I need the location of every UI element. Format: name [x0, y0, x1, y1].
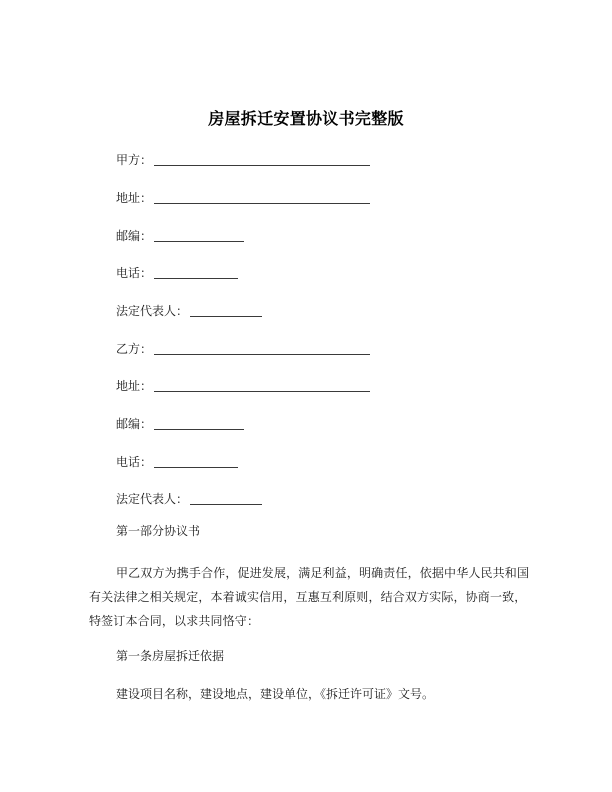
party-a-representative-label: 法定代表人：	[116, 304, 189, 318]
party-b-name-field	[116, 341, 370, 357]
party-b-representative-field	[116, 491, 262, 507]
party-a-address-blank[interactable]	[154, 192, 370, 204]
party-b-phone-field	[116, 454, 238, 470]
party-a-phone-label: 电话：	[116, 266, 153, 280]
intro-line-1: 甲乙双方为携手合作，促进发展，满足利益，明确责任，依据中华人民共和国	[116, 566, 530, 580]
party-a-name-blank[interactable]	[154, 154, 370, 166]
intro-paragraph	[89, 561, 530, 633]
party-a-phone-blank[interactable]	[154, 267, 238, 279]
party-b-address-label: 地址：	[116, 379, 153, 393]
party-a-address-label: 地址：	[116, 191, 153, 205]
document-title: 房屋拆迁安置协议书完整版	[208, 109, 404, 128]
article-1-text: 建设项目名称，建设地点，建设单位，《拆迁许可证》文号。	[116, 687, 435, 701]
party-a-postcode-blank[interactable]	[154, 230, 244, 242]
party-a-address-field	[116, 190, 370, 206]
party-a-phone-field	[116, 265, 238, 281]
intro-line-3: 特签订本合同，以求共同恪守：	[89, 614, 260, 628]
party-b-name-label: 乙方：	[116, 342, 153, 356]
party-b-postcode-label: 邮编：	[116, 417, 153, 431]
party-b-phone-label: 电话：	[116, 455, 153, 469]
intro-line-2: 有关法律之相关规定，本着诚实信用，互惠互利原则，结合双方实际，协商一致，	[89, 590, 527, 604]
party-a-postcode-field	[116, 228, 244, 244]
party-b-representative-blank[interactable]	[190, 493, 262, 505]
party-b-postcode-blank[interactable]	[154, 418, 244, 430]
section-heading: 第一部分协议书	[116, 524, 201, 538]
party-b-representative-label: 法定代表人：	[116, 492, 189, 506]
party-b-phone-blank[interactable]	[154, 456, 238, 468]
party-a-name-label: 甲方：	[116, 153, 153, 167]
article-1-heading: 第一条房屋拆迁依据	[116, 649, 225, 663]
party-b-address-field	[116, 378, 370, 394]
party-a-name-field	[116, 152, 370, 168]
party-a-postcode-label: 邮编：	[116, 229, 153, 243]
party-b-name-blank[interactable]	[154, 343, 370, 355]
party-b-postcode-field	[116, 416, 244, 432]
party-a-representative-blank[interactable]	[190, 305, 262, 317]
party-b-address-blank[interactable]	[154, 380, 370, 392]
party-a-representative-field	[116, 303, 262, 319]
